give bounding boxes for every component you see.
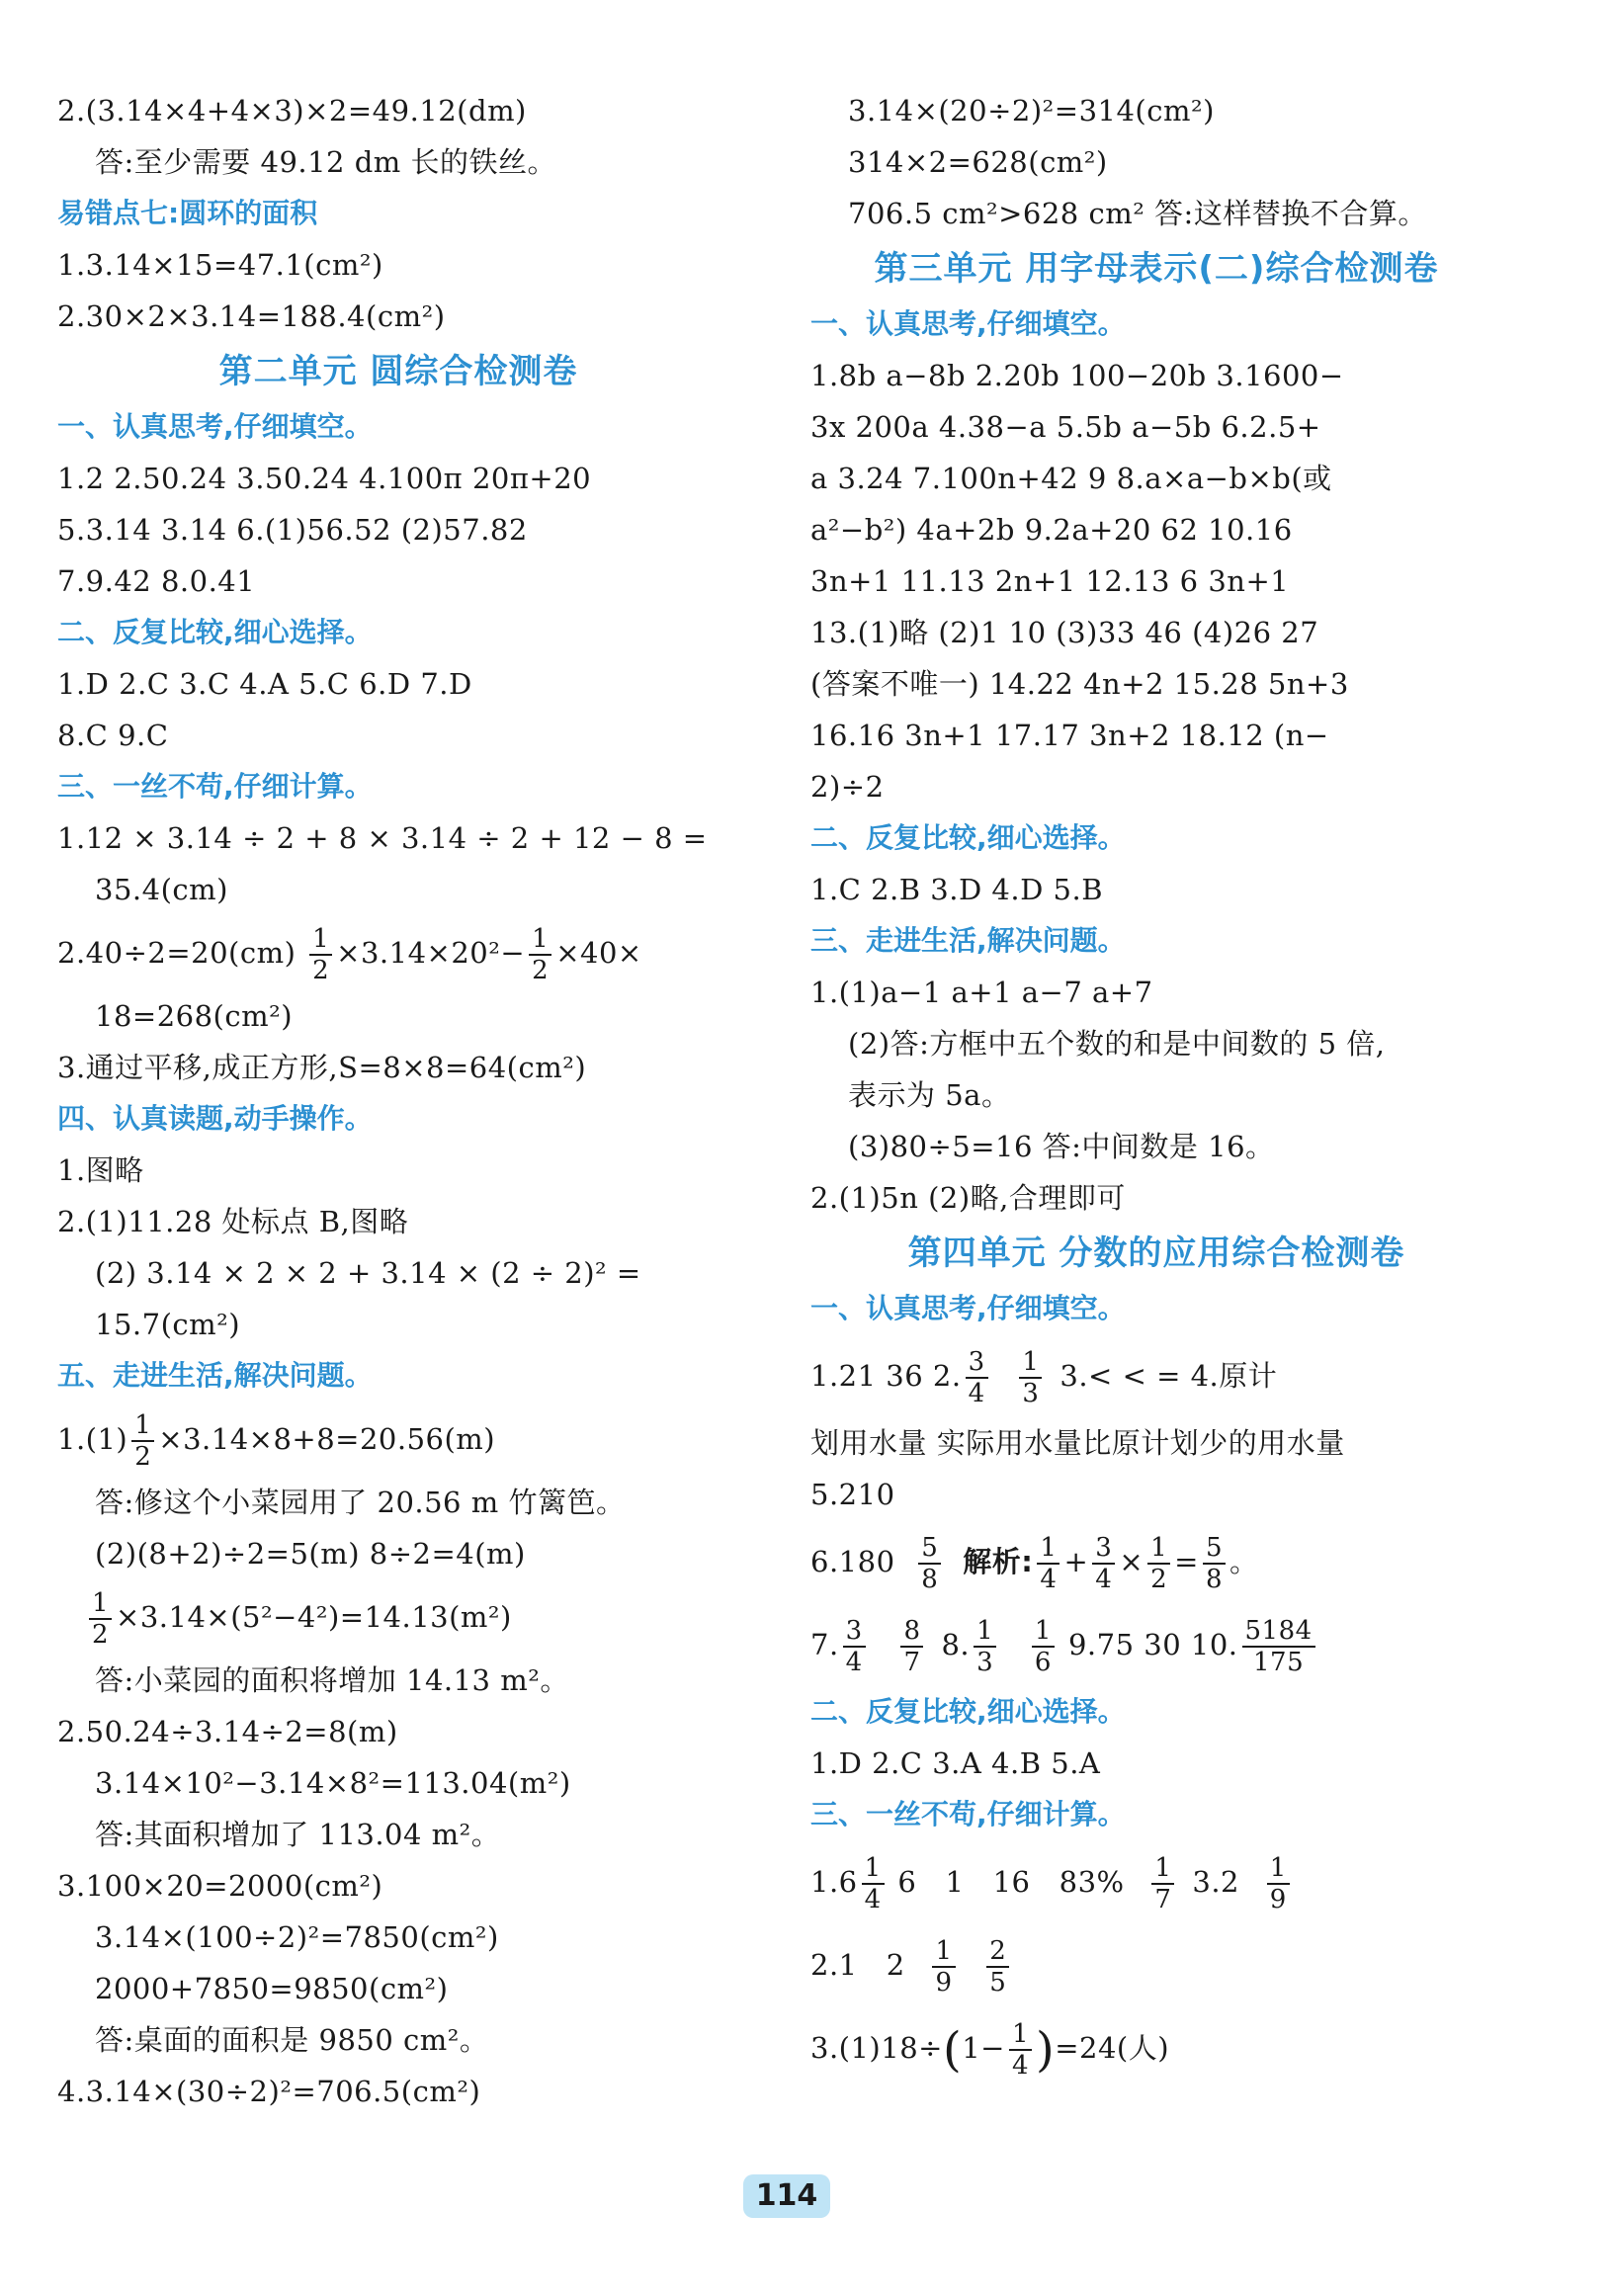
section-heading: 五、走进生活,解决问题。 [57, 1359, 373, 1392]
text: 1.(1) [57, 1422, 128, 1456]
numerator: 1 [862, 1853, 885, 1885]
line: 答:桌面的面积是 9850 cm²。 [95, 2023, 489, 2057]
plus-sign: + [1063, 1545, 1089, 1578]
numerator: 8 [900, 1616, 923, 1648]
text: ×3.14×(5²−4²)=14.13(m²) [116, 1600, 512, 1634]
line: 2000+7850=9850(cm²) [95, 1972, 449, 2005]
text: ×40× [555, 936, 642, 970]
denominator: 8 [921, 1565, 939, 1594]
numerator: 3 [1092, 1533, 1115, 1565]
fraction [1037, 1533, 1059, 1594]
numerator: 1 [1267, 1853, 1290, 1885]
numerator: 5184 [1242, 1616, 1315, 1648]
line: 3.100×20=2000(cm²) [57, 1869, 383, 1903]
text: 3.< < = 4.原计 [1059, 1359, 1278, 1393]
denominator: 2 [532, 956, 550, 985]
right-column [810, 85, 1502, 2089]
denominator: 4 [968, 1379, 985, 1408]
line: 3x 200a 4.38−a 5.5b a−5b 6.2.5+ [810, 410, 1321, 444]
equals-sign: = [1174, 1545, 1199, 1578]
text: 1.6 [810, 1865, 858, 1899]
fraction [1242, 1616, 1315, 1677]
times-sign: × [1119, 1545, 1144, 1578]
line: 35.4(cm) [95, 873, 228, 906]
line: (2)答:方框中五个数的和是中间数的 5 倍, [848, 1027, 1386, 1061]
line: 表示为 5a。 [848, 1078, 1011, 1112]
fraction [529, 924, 551, 985]
text: 3.(1)18÷ [810, 2031, 943, 2065]
right-paren: ) [1035, 2022, 1056, 2078]
unit-title: 第二单元 圆综合检测卷 [218, 352, 578, 391]
denominator: 9 [935, 1968, 953, 1998]
text: 6 1 16 83% [897, 1865, 1125, 1899]
line: 1.12 × 3.14 ÷ 2 + 8 × 3.14 ÷ 2 + 12 − 8 = [57, 821, 708, 855]
line: 3n+1 11.13 2n+1 12.13 6 3n+1 [810, 564, 1290, 598]
numerator: 1 [1147, 1533, 1170, 1565]
text: ×3.14×8+8=20.56(m) [158, 1422, 496, 1456]
line: (3)80÷5=16 答:中间数是 16。 [848, 1130, 1275, 1163]
fraction [1032, 1616, 1055, 1677]
numerator: 1 [309, 924, 332, 956]
denominator: 2 [1150, 1565, 1168, 1594]
line: (2) 3.14 × 2 × 2 + 3.14 × (2 ÷ 2)² = [95, 1256, 641, 1290]
line: 706.5 cm²>628 cm² 答:这样替换不合算。 [848, 197, 1427, 230]
line: 15.7(cm²) [95, 1308, 241, 1341]
line: 5.3.14 3.14 6.(1)56.52 (2)57.82 [57, 513, 528, 547]
line: 1.3.14×15=47.1(cm²) [57, 248, 383, 282]
line-with-fraction [810, 1334, 1502, 1417]
line: a²−b²) 4a+2b 9.2a+20 62 10.16 [810, 513, 1293, 547]
section-heading: 二、反复比较,细心选择。 [57, 616, 373, 648]
line: (答案不唯一) 14.22 4n+2 15.28 5n+3 [810, 667, 1349, 701]
denominator: 3 [976, 1648, 994, 1677]
fraction [1203, 1533, 1226, 1594]
fraction [89, 1588, 112, 1650]
numerator: 1 [1019, 1347, 1042, 1379]
line: 答:其面积增加了 113.04 m²。 [95, 1818, 501, 1851]
line: 2)÷2 [810, 770, 885, 804]
denominator: 8 [1205, 1565, 1224, 1594]
fraction [1009, 2019, 1032, 2081]
numerator: 3 [843, 1616, 866, 1648]
text: 6.180 [810, 1545, 895, 1578]
section-heading: 一、认真思考,仔细填空。 [810, 307, 1126, 340]
line: 13.(1)略 (2)1 10 (3)33 46 (4)26 27 [810, 616, 1319, 649]
fraction [900, 1616, 923, 1677]
line-with-fraction [57, 915, 739, 990]
denominator: 7 [903, 1648, 921, 1677]
line: 8.C 9.C [57, 719, 169, 752]
line: 答:至少需要 49.12 dm 长的铁丝。 [95, 145, 557, 179]
line: 3.通过平移,成正方形,S=8×8=64(cm²) [57, 1051, 587, 1084]
fraction [1267, 1853, 1290, 1914]
section-heading: 三、一丝不苟,仔细计算。 [810, 1798, 1126, 1830]
line: 3.14×10²−3.14×8²=113.04(m²) [95, 1766, 571, 1800]
page-number: 114 [743, 2174, 830, 2218]
numerator: 2 [986, 1936, 1009, 1968]
numerator: 1 [1037, 1533, 1059, 1565]
line: 2.(3.14×4+4×3)×2=49.12(dm) [57, 94, 527, 128]
text: 9.75 30 10. [1067, 1628, 1238, 1661]
numerator: 1 [1009, 2019, 1032, 2051]
numerator: 1 [529, 924, 551, 956]
text: 1− [962, 2031, 1005, 2065]
denominator: 5 [989, 1968, 1007, 1998]
line-with-fraction [810, 1923, 1502, 2006]
fraction [966, 1347, 988, 1408]
text: ×3.14×20²− [336, 936, 526, 970]
fraction [131, 1410, 154, 1472]
line: 5.210 [810, 1478, 895, 1511]
numerator: 1 [1032, 1616, 1055, 1648]
numerator: 1 [131, 1410, 154, 1442]
denominator: 175 [1253, 1648, 1305, 1677]
line-with-fraction [810, 1840, 1502, 1923]
text: 解析: [963, 1545, 1034, 1578]
section-heading: 三、一丝不苟,仔细计算。 [57, 770, 373, 803]
denominator: 9 [1269, 1885, 1287, 1914]
section-heading: 易错点七:圆环的面积 [57, 197, 318, 229]
period: 。 [1229, 1545, 1259, 1578]
line: (2)(8+2)÷2=5(m) 8÷2=4(m) [95, 1537, 526, 1571]
fraction [1151, 1853, 1174, 1914]
line: 2.(1)5n (2)略,合理即可 [810, 1181, 1126, 1215]
line: a 3.24 7.100n+42 9 8.a×a−b×b(或 [810, 462, 1332, 495]
numerator: 5 [918, 1533, 941, 1565]
line: 1.2 2.50.24 3.50.24 4.100π 20π+20 [57, 462, 592, 495]
line: 1.(1)a−1 a+1 a−7 a+7 [810, 976, 1153, 1009]
section-heading: 一、认真思考,仔细填空。 [810, 1292, 1126, 1324]
fraction [843, 1616, 866, 1677]
denominator: 2 [92, 1620, 110, 1650]
denominator: 4 [1011, 2051, 1029, 2081]
fraction [1092, 1533, 1115, 1594]
fraction [918, 1533, 941, 1594]
line: 答:小菜园的面积将增加 14.13 m²。 [95, 1663, 569, 1697]
text: =24(人) [1055, 2031, 1170, 2065]
line: 16.16 3n+1 17.17 3n+2 18.12 (n− [810, 719, 1329, 752]
denominator: 3 [1022, 1379, 1040, 1408]
fraction [1147, 1533, 1170, 1594]
fraction [932, 1936, 955, 1998]
line: 1.D 2.C 3.C 4.A 5.C 6.D 7.D [57, 667, 472, 701]
section-heading: 二、反复比较,细心选择。 [810, 821, 1126, 854]
line: 4.3.14×(30÷2)²=706.5(cm²) [57, 2075, 481, 2108]
denominator: 4 [1095, 1565, 1113, 1594]
line: 答:修这个小菜园用了 20.56 m 竹篱笆。 [95, 1486, 626, 1519]
fraction [974, 1616, 996, 1677]
text: 2.1 2 [810, 1948, 905, 1982]
line-with-fraction [57, 1579, 739, 1655]
denominator: 7 [1154, 1885, 1172, 1914]
line: 2.30×2×3.14=188.4(cm²) [57, 299, 446, 333]
line: 314×2=628(cm²) [848, 145, 1108, 179]
fraction [986, 1936, 1009, 1998]
text: 1.21 36 2. [810, 1359, 962, 1393]
numerator: 1 [89, 1588, 112, 1620]
numerator: 1 [974, 1616, 996, 1648]
denominator: 2 [312, 956, 330, 985]
line-with-fraction [57, 1402, 739, 1477]
numerator: 1 [932, 1936, 955, 1968]
numerator: 1 [1151, 1853, 1174, 1885]
denominator: 4 [1040, 1565, 1058, 1594]
text: 2.40÷2=20(cm) [57, 936, 297, 970]
left-column [57, 85, 739, 2117]
line: 1.图略 [57, 1153, 144, 1187]
numerator: 3 [966, 1347, 988, 1379]
text: 3.2 [1192, 1865, 1240, 1899]
line-with-fraction [810, 2006, 1502, 2089]
line-with-fraction [810, 1520, 1502, 1603]
line: 2.(1)11.28 处标点 B,图略 [57, 1205, 409, 1238]
text: 7. [810, 1628, 839, 1661]
text: 8. [941, 1628, 971, 1661]
unit-title: 第三单元 用字母表示(二)综合检测卷 [874, 249, 1439, 289]
unit-title: 第四单元 分数的应用综合检测卷 [907, 1233, 1405, 1273]
denominator: 4 [864, 1885, 882, 1914]
left-paren: ( [942, 2022, 963, 2078]
line: 1.D 2.C 3.A 4.B 5.A [810, 1746, 1101, 1780]
fraction [862, 1853, 885, 1914]
line: 7.9.42 8.0.41 [57, 564, 256, 598]
section-heading: 二、反复比较,细心选择。 [810, 1695, 1126, 1728]
line: 1.C 2.B 3.D 4.D 5.B [810, 873, 1104, 906]
line: 1.8b a−8b 2.20b 100−20b 3.1600− [810, 359, 1344, 392]
section-heading: 一、认真思考,仔细填空。 [57, 410, 373, 443]
denominator: 2 [134, 1442, 152, 1472]
numerator: 5 [1203, 1533, 1226, 1565]
section-heading: 三、走进生活,解决问题。 [810, 924, 1126, 957]
line: 18=268(cm²) [95, 999, 294, 1033]
line: 3.14×(100÷2)²=7850(cm²) [95, 1920, 499, 1954]
line: 3.14×(20÷2)²=314(cm²) [848, 94, 1215, 128]
line: 划用水量 实际用水量比原计划少的用水量 [810, 1426, 1345, 1460]
line: 2.50.24÷3.14÷2=8(m) [57, 1715, 398, 1748]
fraction [1019, 1347, 1042, 1408]
fraction [309, 924, 332, 985]
denominator: 4 [845, 1648, 863, 1677]
line-with-fraction [810, 1603, 1502, 1686]
section-heading: 四、认真读题,动手操作。 [57, 1102, 373, 1135]
denominator: 6 [1034, 1648, 1052, 1677]
